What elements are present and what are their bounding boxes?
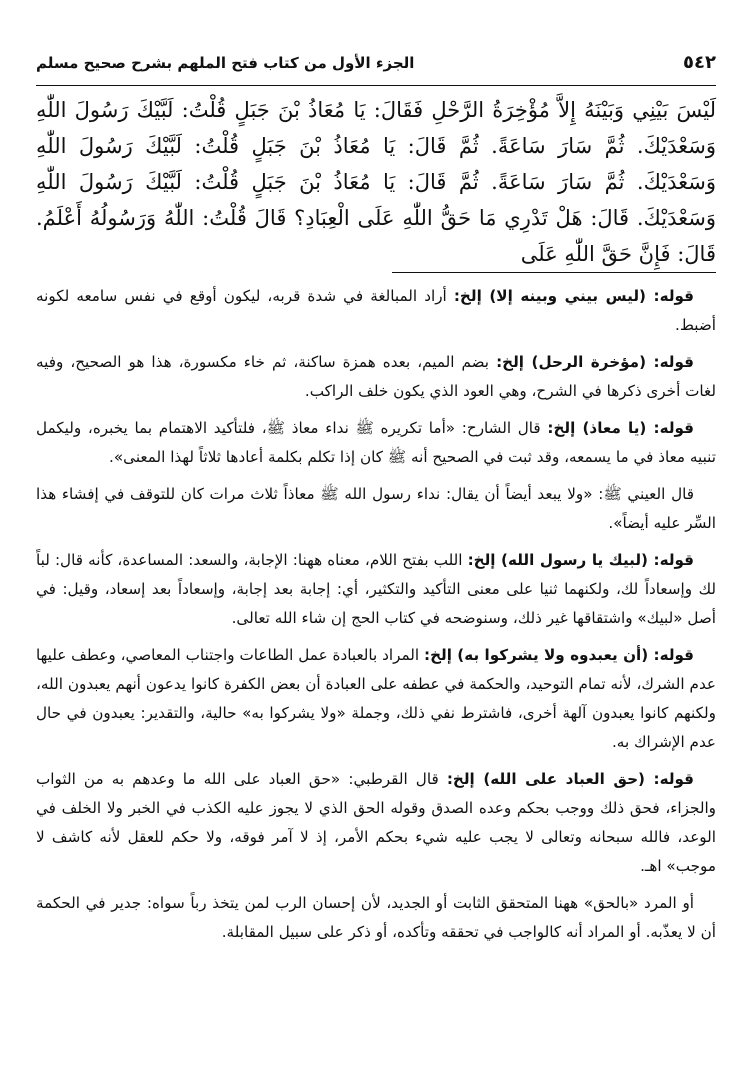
hadith-text: لَيْسَ بَيْنِي وَبَيْنَهُ إِلاَّ مُؤْخِرَةُ الرَّحْلِ فَقَالَ: يَا مُعَاذُ بْنَ جَبَلٍ قُلْتُ: لَبَّيْكَ رَسُولَ اللّٰهِ وَسَعْدَيْكَ. ثُمَّ سَارَ سَاعَةً. ثُمَّ قَالَ: يَا مُعَاذُ بْنَ جَبَلٍ قُلْتُ: لَبَّيْكَ رَسُولَ اللّٰهِ وَسَعْدَيْكَ. ثُمَّ سَارَ سَاعَةً. ثُمَّ قَالَ: يَا مُعَاذُ بْنَ جَبَلٍ قُلْتُ: لَبَّيْكَ رَسُولَ اللّٰهِ وَسَعْدَيْكَ. قَالَ: هَلْ تَدْرِي مَا حَقُّ اللّٰهِ عَلَى الْعِبَادِ؟ قَالَ قُلْتُ: اللّٰهُ وَرَسُولُهُ أَعْلَمُ. قَالَ: فَإِنَّ حَقَّ اللّٰهِ عَلَى [36, 98, 716, 266]
page-header [36, 52, 716, 80]
commentary-paragraph [36, 546, 716, 633]
page-number: ٥٤٢ [683, 52, 716, 73]
book-page [36, 0, 716, 1092]
commentary-lemma: قوله: (ليس بيني وبينه إلا) إلخ: [453, 287, 694, 305]
commentary-paragraph [36, 282, 716, 340]
commentary-lemma: قوله: (يا معاذ) إلخ: [547, 419, 694, 437]
commentary-text: بضم الميم، بعده همزة ساكنة، ثم خاء مكسورة، هذا هو الصحيح، وفيه لغات أخرى ذكرها في الشرح، وهي العود الذي يكون خلف الراكب. [36, 353, 716, 400]
commentary-text: قال القرطبي: «حق العباد على الله ما وعدهم به من الثواب والجزاء، فحق ذلك ووجب بحكم وعده الصدق وقوله الحق الذي لا يجوز عليه الكذب في الخبر ولا الخلف في الوعد، فالله سبحانه وتعالى لا يجب عليه شيء بحكم الأمر، إذ لا آمر فوقه، ولا حكم للعقل لأنه كاشف لا موجب» اهـ. [36, 770, 716, 875]
header-rule [36, 85, 716, 86]
commentary-paragraph [36, 765, 716, 881]
commentary-paragraph [36, 348, 716, 406]
commentary-text: اللب بفتح اللام، معناه ههنا: الإجابة، والسعد: المساعدة، كأنه قال: لباً لك وإسعاداً لك، ولكنهما ثنيا على معنى التأكيد والتكثير، أي: إجابة بعد إجابة، وإسعاداً بعد إسعاد، وقيل: في أصل «لبيك» واشتقاقها غير ذلك، وسنوضحه في كتاب الحج إن شاء الله تعالى. [36, 551, 716, 627]
commentary-paragraph [36, 414, 716, 472]
commentary-paragraph [36, 889, 716, 947]
running-title: الجزء الأول من كتاب فتح الملهم بشرح صحيح مسلم [36, 54, 415, 72]
commentary-text: أراد المبالغة في شدة قربه، ليكون أوقع في نفس سامعه لكونه أضبط. [36, 287, 716, 334]
commentary-lemma: قوله: (مؤخرة الرحل) إلخ: [496, 353, 694, 371]
commentary-text: قال الشارح: «أما تكريره ﷺ نداء معاذ ﷺ، فلتأكيد الاهتمام بما يخبره، وليكمل تنبيه معاذ في ما يسمعه، وقد ثبت في الصحيح أنه ﷺ كان إذا تكلم بكلمة أعادها ثلاثاً لهذا المعنى». [36, 419, 716, 466]
commentary-paragraph [36, 641, 716, 757]
commentary-text: المراد بالعبادة عمل الطاعات واجتناب المعاصي، وعطف عليها عدم الشرك، لأنه تمام التوحيد، والحكمة في عطفه على العبادة أن بعض الكفرة كانوا يدعون أنهم يعبدون الله، ولكنهم كانوا يعبدون آلهة أخرى، فاشترط نفي ذلك، وجملة «ولا يشركوا به» حالية، والتقدير: يعبدون في حال عدم الإشراك به. [36, 646, 716, 751]
commentary [36, 282, 716, 955]
commentary-lemma: قوله: (لبيك يا رسول الله) إلخ: [467, 551, 695, 569]
commentary-lemma: قوله: (أن يعبدوه ولا يشركوا به) إلخ: [424, 646, 694, 664]
footnote-divider [392, 272, 716, 273]
commentary-text: أو المرد «بالحق» ههنا المتحقق الثابت أو الجديد، لأن إحسان الرب لمن يتخذ رباً سواه: جدير في الحكمة أن لا يعذّبه. أو المراد أنه كالواجب في تحققه وتأكده، أو ذكر على سبيل المقابلة. [36, 894, 716, 941]
commentary-lemma: قوله: (حق العباد على الله) إلخ: [446, 770, 694, 788]
commentary-paragraph [36, 480, 716, 538]
commentary-text: قال العيني ﷺ: «ولا يبعد أيضاً أن يقال: نداء رسول الله ﷺ معاذاً ثلاث مرات كان للتوقف في إفشاء هذا السِّر عليه أيضاً». [36, 485, 716, 532]
